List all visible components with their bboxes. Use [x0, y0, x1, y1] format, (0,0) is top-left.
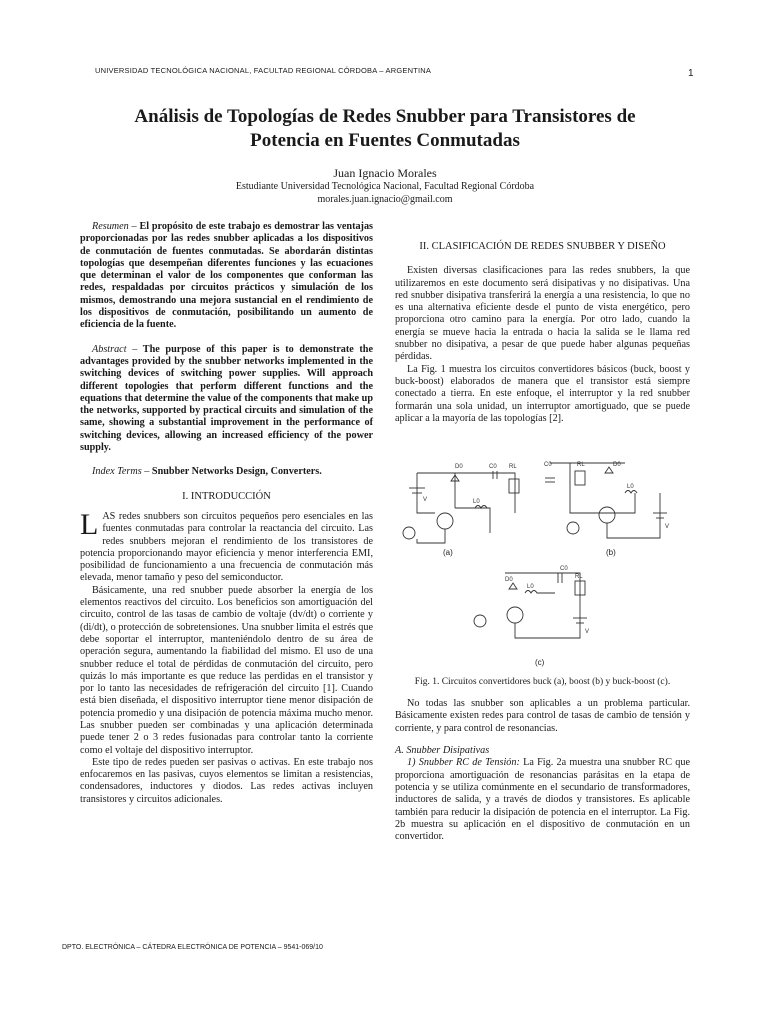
- resumen-label: Resumen –: [92, 221, 137, 232]
- circuit-a-label-rl: RL: [509, 464, 517, 471]
- circuit-c-label-c0: C0: [560, 566, 568, 573]
- resumen-paragraph: [80, 221, 373, 332]
- circuit-a-label-c0: C0: [489, 464, 497, 471]
- index-terms-label: Index Terms –: [92, 466, 150, 478]
- title-line-1: Análisis de Topologías de Redes Snubber para Transistores de: [134, 106, 636, 127]
- page-footer: DPTO. ELECTRÓNICA – CÁTEDRA ELECTRÓNICA DE POTENCIA – 9541-069/10: [62, 944, 323, 951]
- section-2-paragraph-4: [395, 757, 690, 843]
- circuit-c-transistor: [507, 607, 523, 623]
- intro-paragraph-1: [80, 507, 373, 585]
- circuit-a-load-resistor: [509, 479, 519, 493]
- circuit-c-wire-ground: [515, 608, 580, 638]
- author-name: Juan Ignacio Morales: [333, 166, 437, 180]
- paper-title: [80, 105, 690, 153]
- section-2-paragraph-3: No todas las snubber son aplicables a un problema particular. Básicamente existen redes para control de tasas de cambio de tensión y corriente, y para control de resonancias.: [395, 698, 690, 734]
- circuit-c-source: [474, 615, 486, 627]
- author-affiliation-block: [80, 180, 690, 206]
- index-terms-text: Snubber Networks Design, Converters.: [151, 466, 322, 478]
- circuit-c-label-d0: D0: [505, 577, 513, 584]
- circuit-b-label-rl: RL: [577, 462, 585, 469]
- figure-1: [395, 433, 690, 673]
- circuit-c-diode: [509, 583, 517, 589]
- page-number: 1: [688, 68, 694, 79]
- circuit-a-source: [403, 527, 415, 539]
- circuit-b-label-d0: D0: [613, 462, 621, 469]
- author-affiliation: Estudiante Universidad Tecnológica Nacional, Facultad Regional Córdoba: [235, 181, 535, 192]
- section-2-paragraph-1: Existen diversas clasificaciones para las redes snubbers, la que utilizaremos en este documento será disipativas y no disipativas. Una red snubber disipativa transferirá la energía a una resistencia, lo que no es una alternativa eficiente desde el punto de vista energético, pero proporciona otro camino para la energía. Por otro lado, cuando la energía se mueve hacia la entrada o hacia la salida se le llama red snubber no disipativa, a pesar de que puede haber algunas pequeñas pérdidas.: [395, 265, 690, 363]
- author-email: morales.juan.ignacio@gmail.com: [317, 194, 453, 205]
- figure-1-caption: Fig. 1. Circuitos convertidores buck (a), boost (b) y buck-boost (c).: [414, 677, 671, 688]
- index-terms-paragraph: [80, 466, 373, 478]
- running-head: UNIVERSIDAD TECNOLÓGICA NACIONAL, FACULTAD REGIONAL CÓRDOBA – ARGENTINA: [95, 66, 432, 75]
- right-column: [395, 241, 690, 843]
- resumen-text: El propósito de este trabajo es demostrar las ventajas proporcionadas por las redes snubber aplicadas a los dispositivos de conmutación de fuentes conmutadas. Se abordarán distintas topologías que desempeñan diferentes funciones y las ecuaciones que determinan el valor de los componentes que conforman las redes, respaldadas por circuitos prácticos y simulación de los mismos, demostrando una mejora sustancial en el rendimiento de los dispositivos de conmutación, posibilitando un aumento de eficiencia de la fuente.: [80, 221, 374, 331]
- circuit-c-label-l0: L0: [527, 584, 534, 591]
- circuit-c-label-rl: RL: [575, 574, 583, 581]
- circuit-b-load-resistor: [575, 471, 585, 485]
- intro-paragraph-3: Este tipo de redes pueden ser pasivas o activas. En este trabajo nos enfocaremos en las pasivas, cuyos elementos se limitan a resistencias, condensadores, inductores y diodos. Las redes activas incluyen transistores y circuitos adicionales.: [80, 756, 373, 805]
- circuit-a-label-d0: D0: [455, 464, 463, 471]
- circuit-a-label-l0: L0: [473, 499, 480, 506]
- circuit-a-wire-top: [417, 473, 515, 513]
- section-1-body: [80, 507, 373, 806]
- circuit-b-label-l0: L0: [627, 484, 634, 491]
- intro-paragraph-2: Básicamente, una red snubber puede absorber la energía de los elementos reactivos del circuito. Los beneficios son amortiguación del circuito, control de las tasas de cambio de voltaje (dv/dt) o corriente y (di/dt), o protección de sobretensiones. Una snubber limita el estrés que debe soportar el interruptor, manteniéndolo dentro de su área de operación segura, aumentando la fiabilidad del mismo. El uso de una snubber reduce el total de pérdidas de conmutación del circuito, pero quizás lo más importante es que reduce las perdidas en el transistor y por lo tanto las necesidades de refrigeración del circuito [1]. Cuando está bien diseñada, el dispositivo interruptor tiene menor disipación de potencia promedio y una disipación de potencia máxima mucho menor. Las snubber pueden ser combinadas y una aplicación determinada puede tener 2 o 3 redes fusionadas para controlar tanto la corriente como el voltaje del dispositivo interruptor.: [80, 584, 373, 756]
- subsection-a-heading: A. Snubber Disipativas: [395, 745, 490, 757]
- circuit-b-source: [567, 522, 579, 534]
- abstract-label: Abstract –: [92, 343, 138, 355]
- subsection-text: La Fig. 2a muestra una snubber RC que proporciona amortiguación de resonancias parásitas en la etapa de potencia y se utiliza comúnmente en el secundario de transformadores, inductores de salida, y a través de diodos y transistores. Es aplicable también para reducir la disipación de potencia en el interruptor. La Fig. 2b muestra su aplicación en el dispositivo de conmutación en un convertidor.: [395, 757, 690, 843]
- drop-cap: L: [80, 507, 99, 541]
- circuit-c-inductor: [525, 591, 555, 594]
- circuit-c-label-v: V: [585, 629, 590, 636]
- title-line-2: Potencia en Fuentes Conmutadas: [250, 130, 520, 151]
- figure-label-a: (a): [443, 548, 453, 558]
- section-2-paragraph-2: La Fig. 1 muestra los circuitos convertidores básicos (buck, boost y buck-boost) elaborados de manera que el transistor está siempre conectado a tierra. En este enfoque, el interruptor y la red snubber formarán una sola unidad, un interruptor amortiguado, que se puede aplicar a la mayoría de las topologías [2].: [395, 363, 690, 424]
- circuit-b-label-c0: C0: [544, 462, 552, 469]
- abstract-text: The purpose of this paper is to demonstrate the advantages provided by the snubber networks implemented in the switching devices of switching power supplies. Will approach different topologies that perform different functions and the equations that determine the value of the components that make up the networks, supported by practical circuits and simulation of the same, showing a substantial improvement in the performance of switching devices, allowing an increased efficiency of the power supply.: [80, 343, 373, 454]
- abstract-paragraph: [80, 344, 373, 455]
- intro-text-1: AS redes snubbers son circuitos pequeños pero esenciales en las fuentes conmutadas para controlar la reactancia del circuito. Las redes snubbers mejoran el rendimiento de los transistores de potencia proporcionando mayor eficiencia y menor interferencia EMI, posibilidad de funcionamiento a una frecuencia de conmutación más elevada, menor tamaño y peso del semiconductor.: [80, 510, 373, 584]
- circuit-c-wire-top: [505, 573, 580, 608]
- figure-1-circuits: [395, 433, 690, 673]
- section-2-heading: II. CLASIFICACIÓN DE REDES SNUBBER Y DISEÑO: [419, 241, 666, 252]
- circuit-a-label-v: V: [423, 497, 428, 504]
- circuit-a-wire-ground: [417, 529, 445, 543]
- figure-label-b: (b): [606, 548, 616, 558]
- circuit-b-transistor: [599, 507, 615, 523]
- circuit-b-inductor: [625, 491, 637, 494]
- circuit-a-transistor: [437, 513, 453, 529]
- circuit-b-label-v: V: [665, 524, 670, 531]
- section-1-heading: I. INTRODUCCIÓN: [182, 490, 271, 502]
- figure-label-c: (c): [535, 658, 545, 668]
- subsection-label: 1) Snubber RC de Tensión:: [407, 757, 520, 769]
- circuit-b-wire-top: [550, 463, 635, 513]
- circuit-b-diode: [605, 467, 613, 473]
- left-column: [80, 221, 373, 806]
